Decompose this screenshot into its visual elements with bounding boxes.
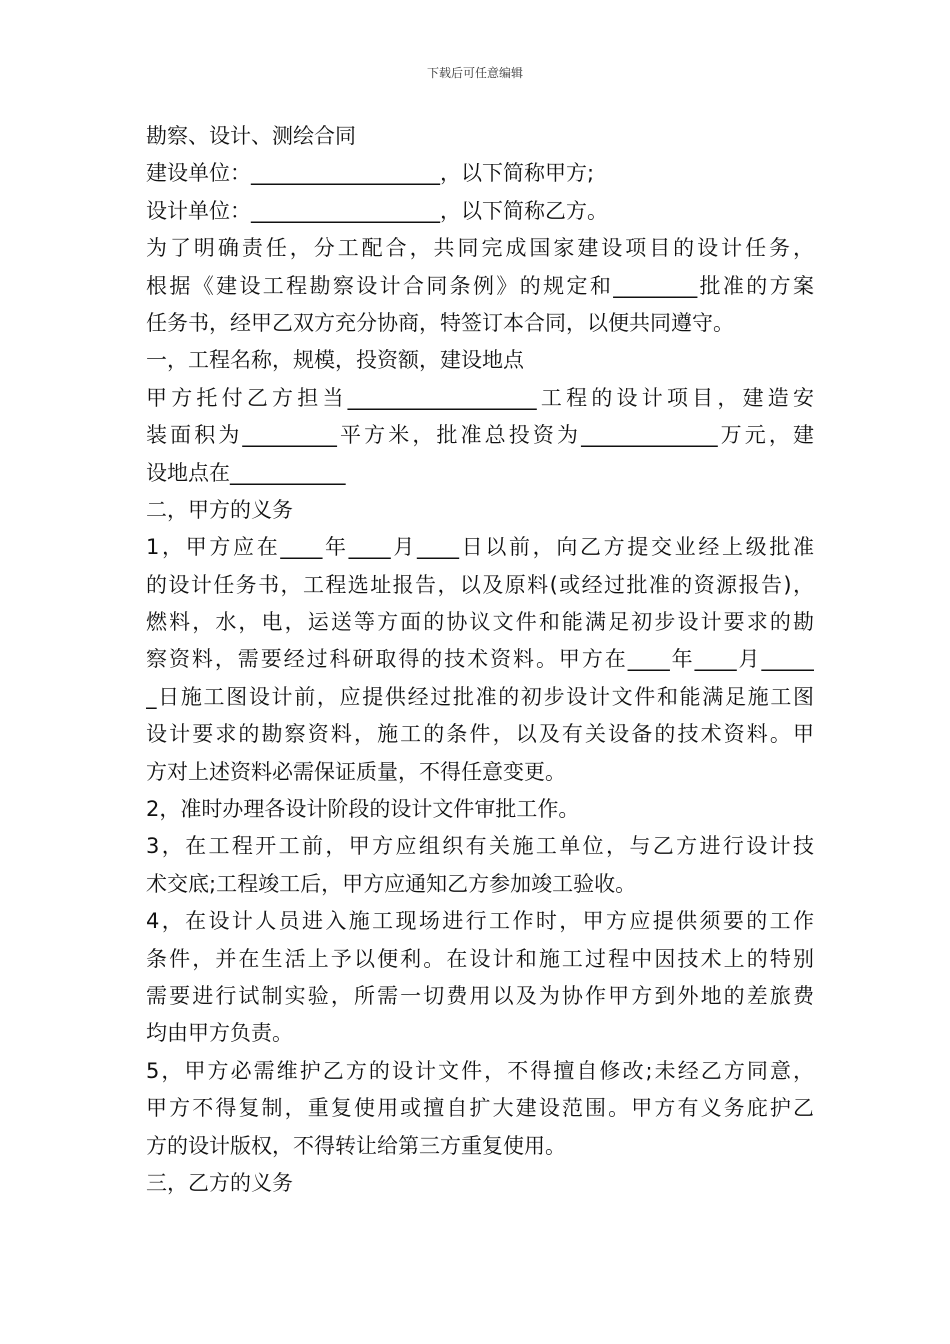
preamble-line-2: 根据《建设工程勘察设计合同条例》的规定和________批准的方案 (146, 273, 814, 298)
clause-1-line-6: 设计要求的勘察资料，施工的条件，以及有关设备的技术资料。甲 (146, 722, 814, 747)
clause-5-line-2: 甲方不得复制，重复使用或擅自扩大建设范围。甲方有义务庇护乙 (146, 1096, 814, 1121)
clause-3-line-2: 术交底;工程竣工后，甲方应通知乙方参加竣工验收。 (146, 871, 637, 896)
section-1-line-2: 装面积为_________平方米，批准总投资为_____________万元，建 (146, 423, 814, 448)
clause-4-line-1: 4，在设计人员进入施工现场进行工作时，甲方应提供须要的工作 (146, 909, 814, 934)
line-construction-unit: 建设单位：__________________，以下简称甲方; (146, 161, 595, 186)
clause-2-line-1: 2，准时办理各设计阶段的设计文件审批工作。 (146, 797, 580, 822)
clause-1-line-2: 的设计任务书，工程选址报告，以及原料(或经过批准的资源报告)， (146, 572, 814, 597)
clause-5-line-1: 5，甲方必需维护乙方的设计文件，不得擅自修改;未经乙方同意， (146, 1058, 814, 1083)
clause-4-line-2: 条件，并在生活上予以便利。在设计和施工过程中因技术上的特别 (146, 946, 814, 971)
document-title: 勘察、设计、测绘合同 (146, 124, 356, 148)
clause-1-line-3: 燃料，水，电，运送等方面的协议文件和能满足初步设计要求的勘 (146, 610, 814, 635)
clause-1-line-4: 察资料，需要经过科研取得的技术资料。甲方在____年____月_____ (146, 647, 814, 672)
clause-5-line-3: 方的设计版权，不得转让给第三方重复使用。 (146, 1133, 566, 1158)
contract-body (146, 118, 814, 1202)
preamble-line-1: 为了明确责任，分工配合，共同完成国家建设项目的设计任务， (146, 236, 814, 261)
section-1-line-3: 设地点在___________ (146, 460, 346, 485)
clause-4-line-3: 需要进行试制实验，所需一切费用以及为协作甲方到外地的差旅费 (146, 983, 814, 1008)
line-design-unit: 设计单位：__________________，以下简称乙方。 (146, 198, 608, 223)
page-header-watermark: 下载后可任意编辑 (426, 66, 523, 80)
section-heading-3: 三，乙方的义务 (146, 1170, 293, 1195)
clause-4-line-4: 均由甲方负责。 (146, 1021, 293, 1046)
section-heading-1: 一，工程名称，规模，投资额，建设地点 (146, 348, 524, 373)
section-heading-2: 二，甲方的义务 (146, 497, 293, 522)
clause-1-line-7: 方对上述资料必需保证质量，不得任意变更。 (146, 759, 566, 784)
section-1-line-1: 甲方托付乙方担当__________________工程的设计项目，建造安 (146, 385, 814, 410)
preamble-line-3: 任务书，经甲乙双方充分协商，特签订本合同，以便共同遵守。 (146, 310, 734, 335)
clause-3-line-1: 3，在工程开工前，甲方应组织有关施工单位，与乙方进行设计技 (146, 834, 814, 859)
clause-1-line-1: 1，甲方应在____年____月____日以前，向乙方提交业经上级批准 (146, 535, 814, 560)
clause-1-line-5: _日施工图设计前，应提供经过批准的初步设计文件和能满足施工图 (146, 684, 814, 709)
